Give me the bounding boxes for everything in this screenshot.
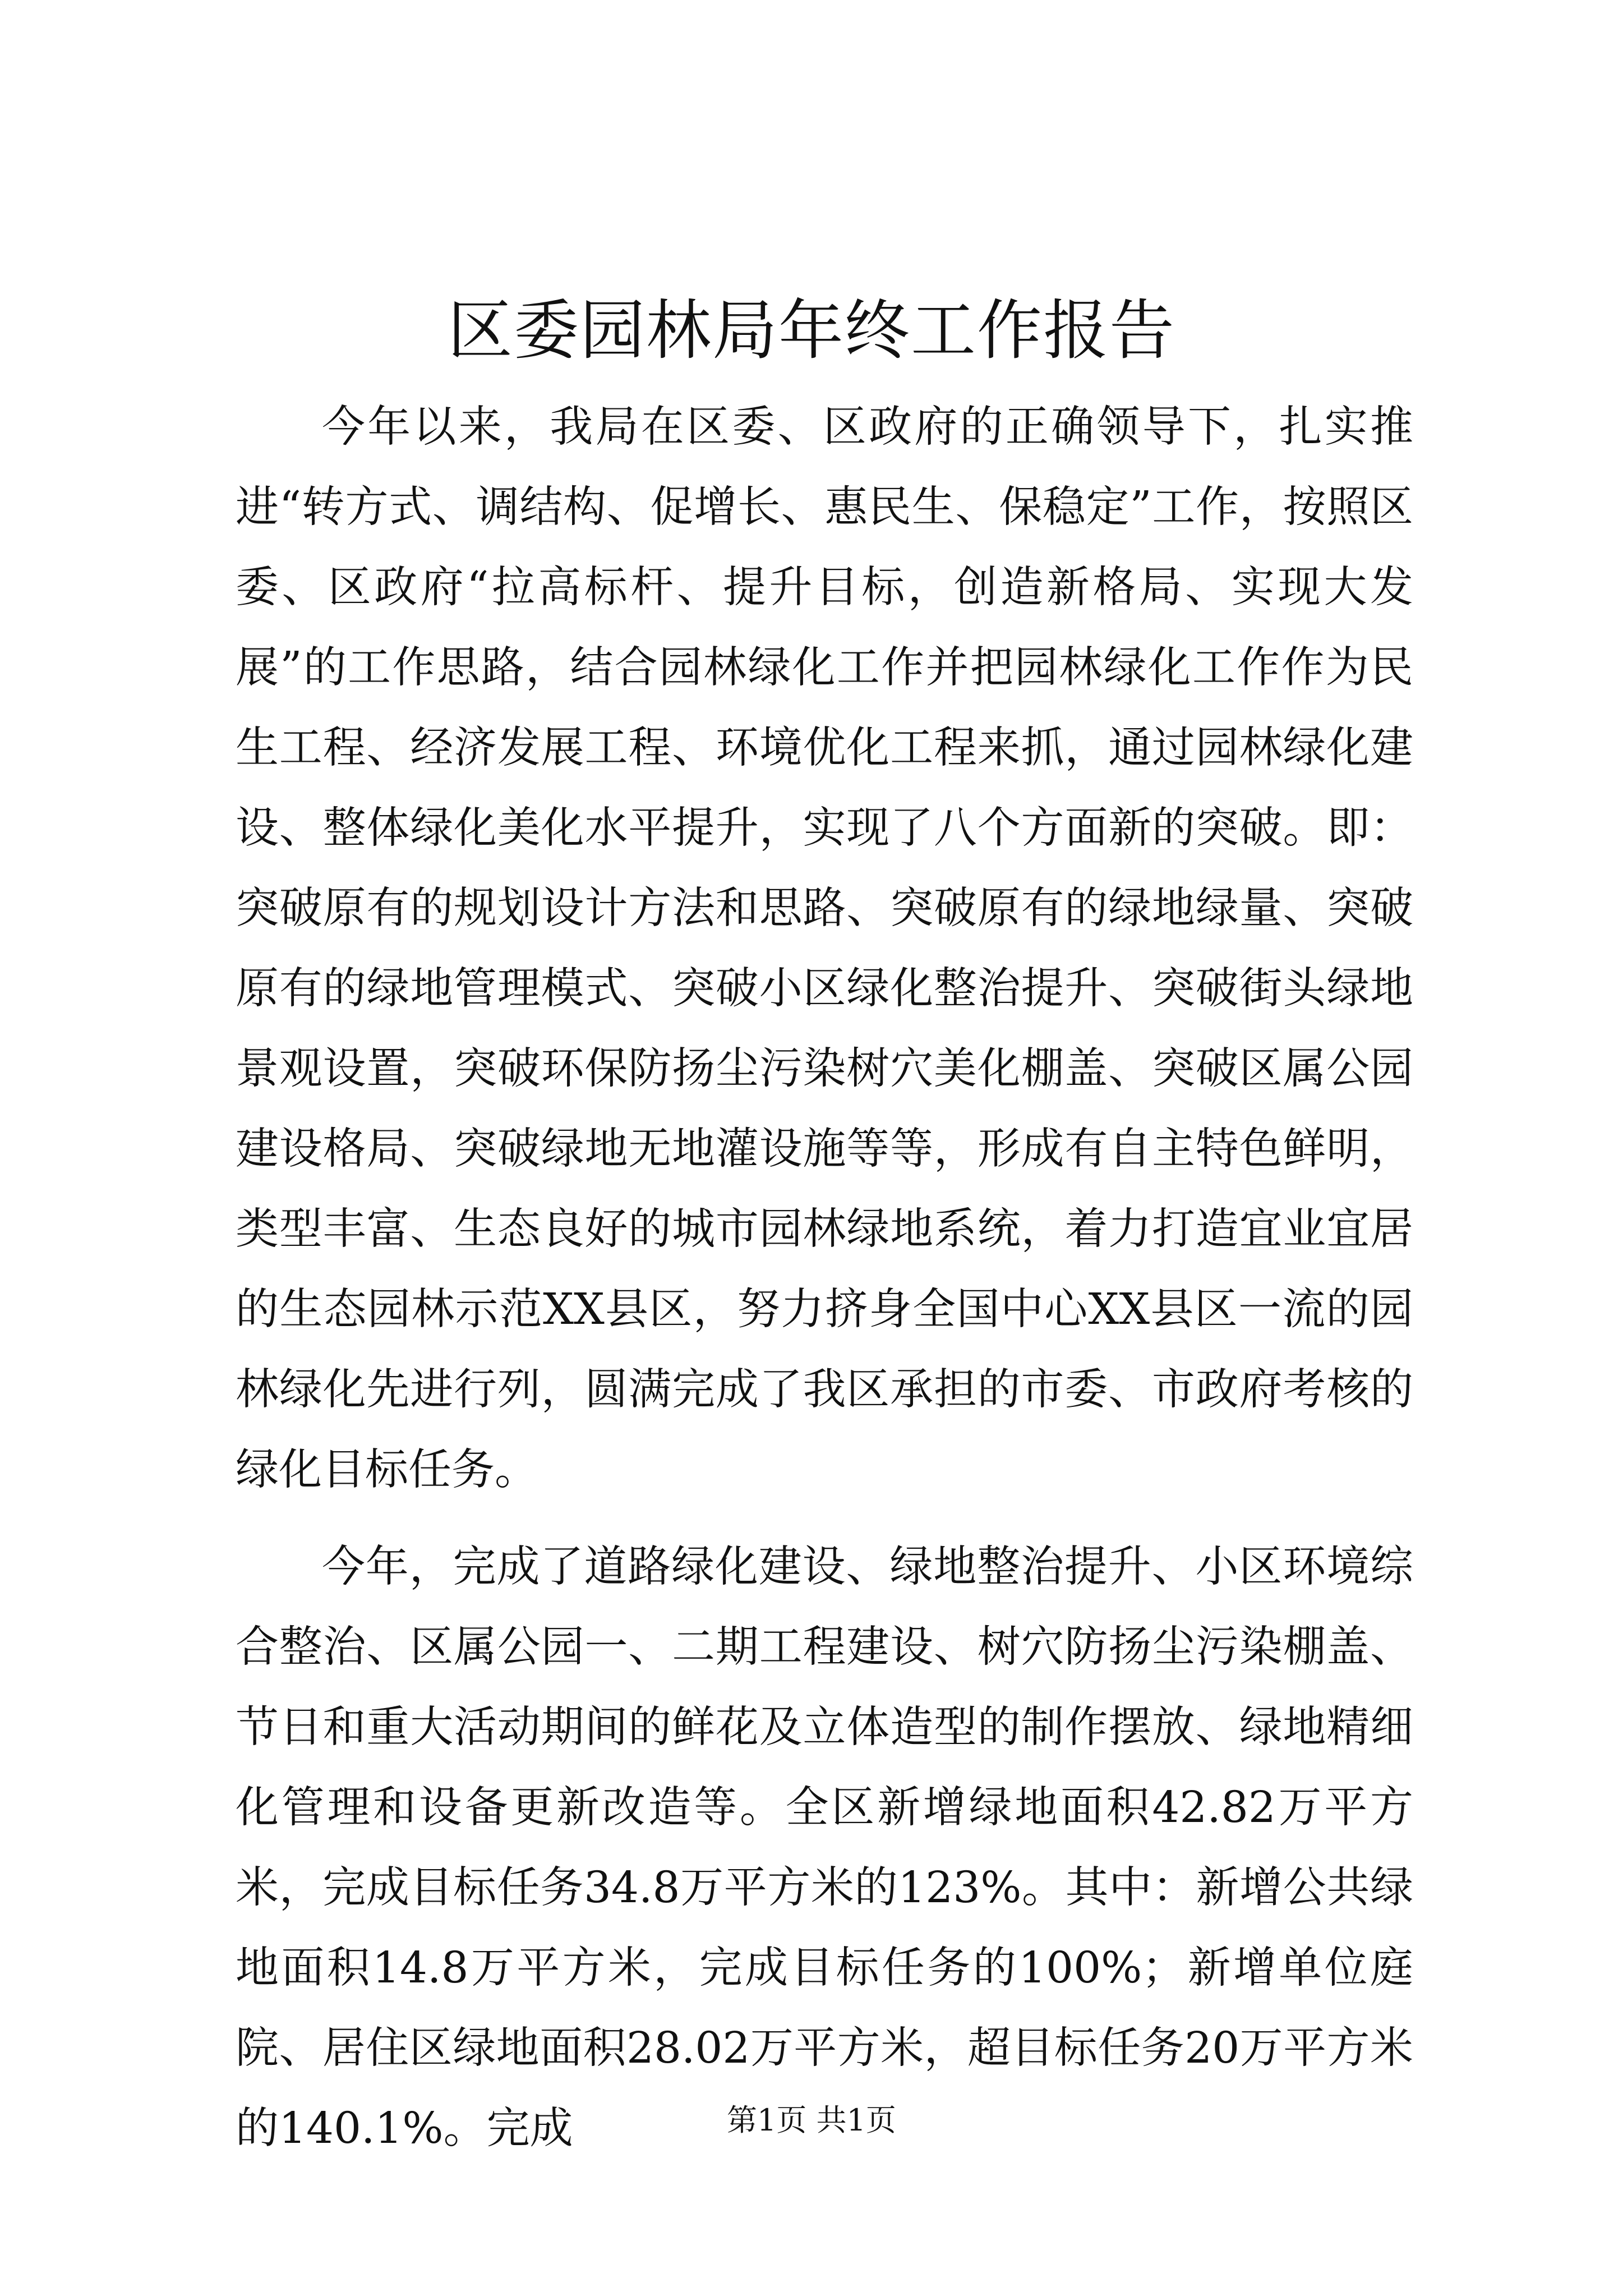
paragraph-2: 今年，完成了道路绿化建设、绿地整治提升、小区环境综合整治、区属公园一、二期工程建设、树穴防扬尘污染棚盖、节日和重大活动期间的鲜花及立体造型的制作摆放、绿地精细化管理和设备更新改造等。全区新增绿地面积42.82万平方米，完成目标任务34.8万平方米的123%。其中：新增公共绿地面积14.8万平方米，完成目标任务的100%；新增单位庭院、居住区绿地面积28.02万平方米，超目标任务20万平方米的140.1%。完成 (236, 1542, 1413, 2154)
document-title: 区委园林局年终工作报告 (448, 293, 1175, 369)
page-footer: 第1页 共1页 (727, 2102, 896, 2138)
paragraph-1: 今年以来，我局在区委、区政府的正确领导下，扎实推进“转方式、调结构、促增长、惠民生、保稳定”工作，按照区委、区政府“拉高标杆、提升目标，创造新格局、实现大发展”的工作思路，结合园林绿化工作并把园林绿化工作作为民生工程、经济发展工程、环境优化工程来抓，通过园林绿化建设、整体绿化美化水平提升，实现了八个方面新的突破。即：突破原有的规划设计方法和思路、突破原有的绿地绿量、突破原有的绿地管理模式、突破小区绿化整治提升、突破街头绿地景观设置，突破环保防扬尘污染树穴美化棚盖、突破区属公园建设格局、突破绿地无地灌设施等等，形成有自主特色鲜明，类型丰富、生态良好的城市园林绿地系统，着力打造宜业宜居的生态园林示范XX县区，努力挤身全国中心XX县区一流的园林绿化先进行列，圆满完成了我区承担的市委、市政府考核的绿化目标任务。 (236, 402, 1413, 1495)
document-body (236, 387, 1413, 2169)
